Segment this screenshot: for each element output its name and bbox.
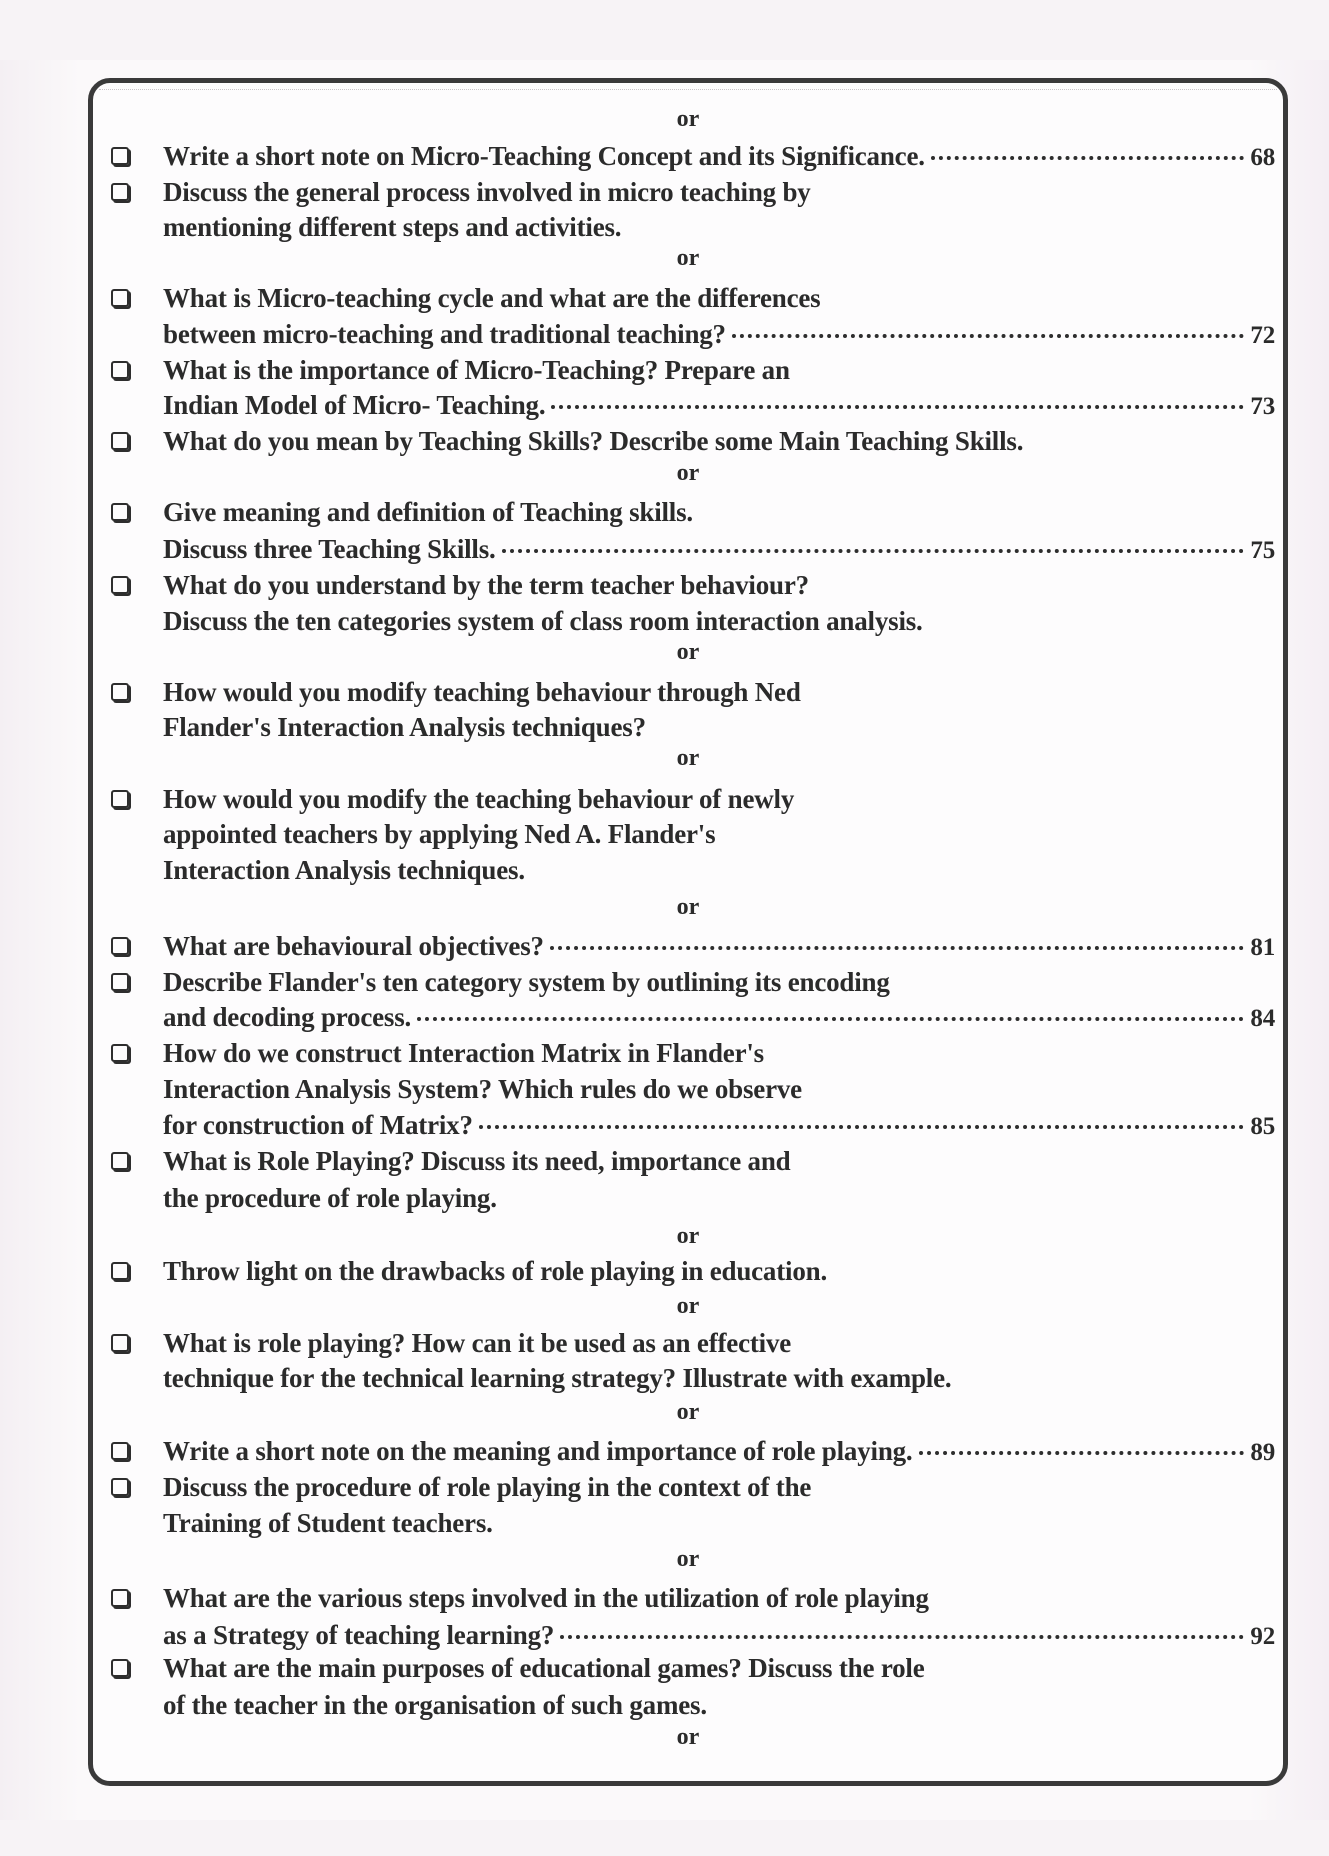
question-line	[93, 1071, 1283, 1107]
or-separator: or	[676, 894, 700, 920]
question-text: Throw light on the drawbacks of role playing in education.	[163, 1256, 827, 1286]
question-text: Discuss the procedure of role playing in the context of the	[163, 1472, 812, 1502]
page-number: 92	[1250, 1623, 1275, 1650]
page-number: 81	[1250, 934, 1275, 961]
dot-leader	[732, 334, 1245, 338]
dot-leader	[417, 1017, 1244, 1021]
dot-leader	[919, 1451, 1245, 1455]
question-text: Discuss three Teaching Skills.	[163, 534, 496, 564]
question-text: appointed teachers by applying Ned A. Flander's	[163, 819, 716, 849]
question-text: How would you modify the teaching behaviour of newly	[163, 784, 795, 814]
question-text: and decoding process.	[163, 1002, 412, 1032]
question-text: What is Micro-teaching cycle and what are the differences	[163, 283, 821, 313]
page-number: 84	[1250, 1005, 1275, 1032]
question-text: What are the various steps involved in the utilization of role playing	[163, 1583, 929, 1613]
checkbox-icon	[111, 432, 129, 450]
or-separator: or	[676, 1399, 700, 1425]
question-line	[93, 138, 1283, 174]
question-line	[93, 423, 1283, 459]
question-line	[93, 209, 1283, 245]
question-text: of the teacher in the organisation of such games.	[163, 1690, 707, 1720]
question-text: What is role playing? How can it be used as an effective	[163, 1328, 792, 1358]
question-line	[93, 999, 1283, 1035]
question-line	[93, 1505, 1283, 1541]
question-text: What do you mean by Teaching Skills? Describe some Main Teaching Skills.	[163, 426, 1024, 456]
checkbox-icon	[111, 183, 129, 201]
question-line	[93, 1650, 1283, 1686]
question-line	[93, 531, 1283, 567]
question-line	[93, 781, 1283, 817]
question-text: Interaction Analysis techniques.	[163, 855, 525, 885]
question-text: Indian Model of Micro- Teaching.	[163, 390, 546, 420]
question-line	[93, 352, 1283, 388]
dot-leader	[479, 1125, 1245, 1129]
question-text: What is Role Playing? Discuss its need, importance and	[163, 1146, 791, 1176]
question-line	[93, 964, 1283, 1000]
checkbox-icon	[111, 1478, 129, 1496]
question-text: Describe Flander's ten category system by outlining its encoding	[163, 967, 890, 997]
or-separator: or	[676, 245, 700, 271]
question-line	[93, 603, 1283, 639]
or-separator: or	[676, 1724, 700, 1750]
checkbox-icon	[111, 1442, 129, 1460]
or-separator: or	[676, 745, 700, 771]
or-separator: or	[676, 460, 700, 486]
checkbox-icon	[111, 1152, 129, 1170]
question-text: Flander's Interaction Analysis techniques?	[163, 712, 646, 742]
checkbox-icon	[111, 1334, 129, 1352]
question-line	[93, 1035, 1283, 1071]
checkbox-icon	[111, 973, 129, 991]
dot-leader	[931, 156, 1245, 160]
question-line	[93, 1580, 1283, 1616]
page-number: 68	[1250, 144, 1275, 171]
question-index-box	[88, 78, 1288, 1786]
question-line	[93, 709, 1283, 745]
question-text: for construction of Matrix?	[163, 1110, 473, 1140]
dot-leader	[560, 1635, 1244, 1639]
question-text: What do you understand by the term teacher behaviour?	[163, 570, 809, 600]
checkbox-icon	[111, 503, 129, 521]
page-number: 75	[1250, 537, 1275, 564]
question-line	[93, 674, 1283, 710]
question-text: Write a short note on Micro-Teaching Concept and its Significance.	[163, 141, 925, 171]
checkbox-icon	[111, 289, 129, 307]
checkbox-icon	[111, 683, 129, 701]
question-line	[93, 816, 1283, 852]
or-separator: or	[676, 1223, 700, 1249]
page-number: 89	[1250, 1439, 1275, 1466]
question-text: How do we construct Interaction Matrix in Flander's	[163, 1038, 764, 1068]
question-line	[93, 280, 1283, 316]
question-text: How would you modify teaching behaviour through Ned	[163, 677, 801, 707]
checkbox-icon	[111, 937, 129, 955]
or-separator: or	[676, 106, 700, 132]
page-number: 73	[1250, 393, 1275, 420]
checkbox-icon	[111, 361, 129, 379]
question-text: Discuss the ten categories system of class room interaction analysis.	[163, 606, 923, 636]
or-separator: or	[676, 1546, 700, 1572]
page-number: 85	[1250, 1113, 1275, 1140]
question-line	[93, 1180, 1283, 1216]
question-text: What is the importance of Micro-Teaching? Prepare an	[163, 355, 790, 385]
question-line	[93, 1687, 1283, 1723]
checkbox-icon	[111, 576, 129, 594]
checkbox-icon	[111, 1044, 129, 1062]
question-text: Write a short note on the meaning and importance of role playing.	[163, 1436, 913, 1466]
checkbox-icon	[111, 790, 129, 808]
question-line	[93, 1469, 1283, 1505]
or-separator: or	[676, 639, 700, 665]
question-line	[93, 1325, 1283, 1361]
checkbox-icon	[111, 1262, 129, 1280]
question-text: technique for the technical learning strategy? Illustrate with example.	[163, 1363, 952, 1393]
question-text: Training of Student teachers.	[163, 1508, 493, 1538]
question-line	[93, 928, 1283, 964]
question-text: the procedure of role playing.	[163, 1183, 497, 1213]
question-text: Interaction Analysis System? Which rules do we observe	[163, 1074, 802, 1104]
question-line	[93, 1433, 1283, 1469]
question-text: What are behavioural objectives?	[163, 931, 544, 961]
checkbox-icon	[111, 1659, 129, 1677]
question-text: mentioning different steps and activities.	[163, 212, 622, 242]
question-text: What are the main purposes of educational games? Discuss the role	[163, 1653, 925, 1683]
question-line	[93, 174, 1283, 210]
question-line	[93, 494, 1283, 530]
question-line	[93, 1107, 1283, 1143]
or-separator: or	[676, 1293, 700, 1319]
checkbox-icon	[111, 1589, 129, 1607]
question-line	[93, 316, 1283, 352]
question-line	[93, 1143, 1283, 1179]
dot-leader	[551, 405, 1244, 409]
question-line	[93, 1253, 1283, 1289]
question-line	[93, 567, 1283, 603]
dot-leader	[550, 946, 1245, 950]
question-text: Discuss the general process involved in micro teaching by	[163, 177, 811, 207]
question-line	[93, 852, 1283, 888]
page-number: 72	[1250, 322, 1275, 349]
question-line	[93, 1617, 1283, 1653]
question-text: Give meaning and definition of Teaching skills.	[163, 497, 693, 527]
dot-leader	[502, 549, 1245, 553]
question-line	[93, 1360, 1283, 1396]
question-text: between micro-teaching and traditional teaching?	[163, 319, 726, 349]
question-line	[93, 387, 1283, 423]
checkbox-icon	[111, 147, 129, 165]
question-text: as a Strategy of teaching learning?	[163, 1620, 555, 1650]
